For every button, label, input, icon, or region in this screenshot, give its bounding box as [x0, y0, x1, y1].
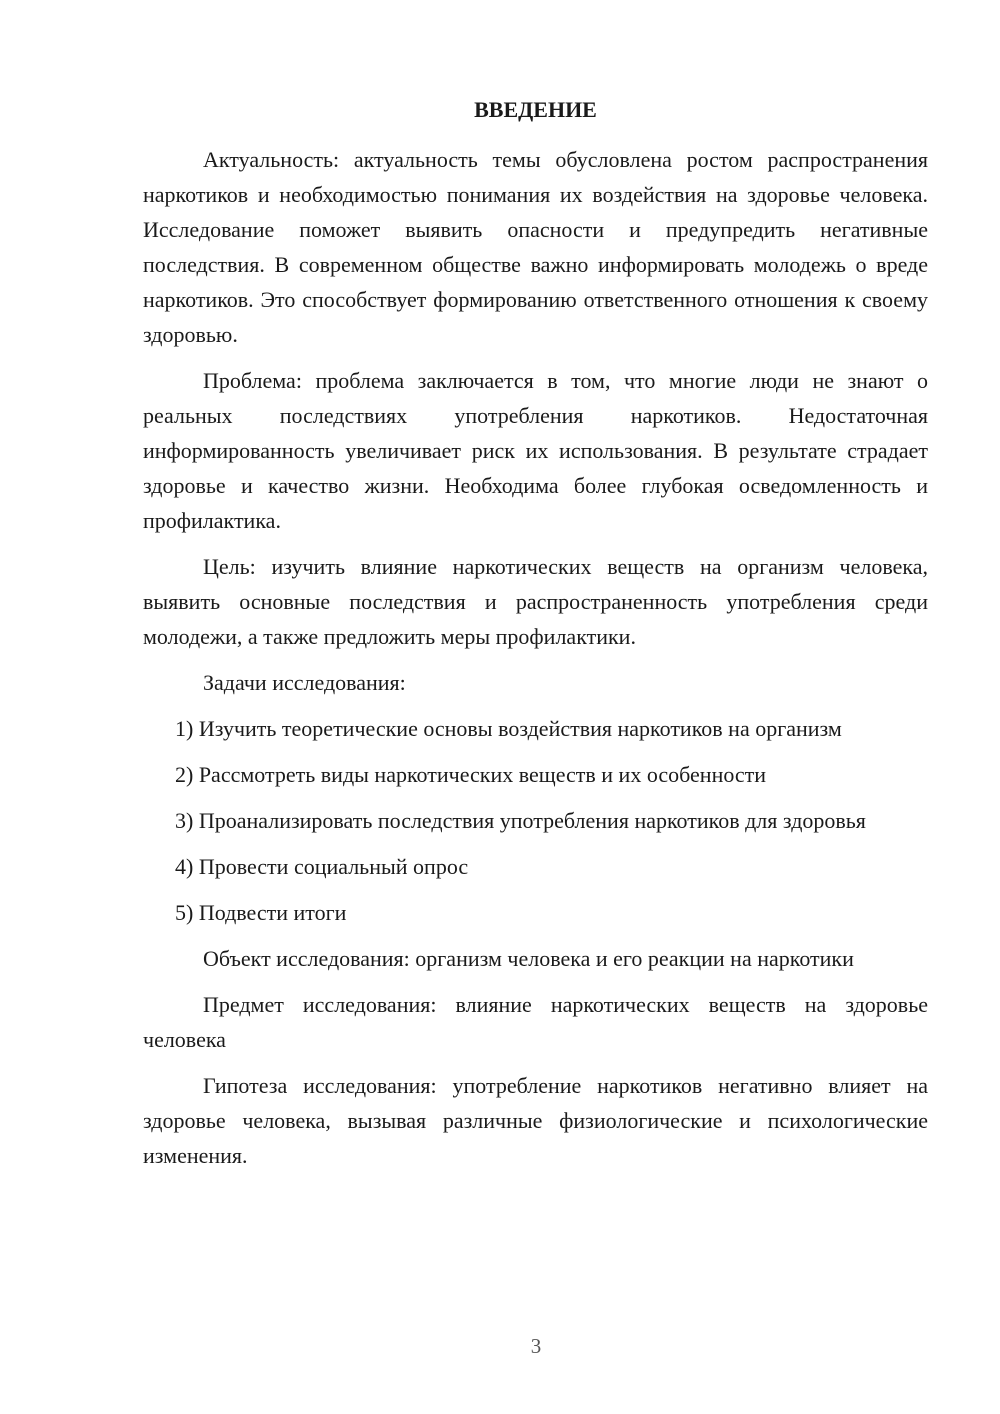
page-number: 3 [530, 1334, 542, 1358]
problem-paragraph: Проблема: проблема заключается в том, что многие люди не знают о реальных последствиях употребления наркотиков. Недостаточная информированность увеличивает риск их использования. В результате страдает здоровье и качество жизни. Необходима более глубокая осведомленность и профилактика. [143, 368, 928, 533]
document-body [143, 95, 928, 1184]
object-paragraph: Объект исследования: организм человека и его реакции на наркотики [203, 946, 854, 971]
hypothesis-paragraph: Гипотеза исследования: употребление наркотиков негативно влияет на здоровье человека, вызывая различные физиологические и психологические изменения. [143, 1073, 928, 1168]
tasks-title: Задачи исследования: [203, 670, 406, 695]
task-item-3: 3) Проанализировать последствия употребления наркотиков для здоровья [175, 808, 866, 833]
section-heading: ВВЕДЕНИЕ [474, 97, 597, 122]
relevance-paragraph: Актуальность: актуальность темы обусловлена ростом распространения наркотиков и необходимостью понимания их воздействия на здоровье человека. Исследование поможет выявить опасности и предупредить негативные последствия. В современном обществе важно информировать молодежь о вреде наркотиков. Это способствует формированию ответственного отношения к своему здоровью. [143, 147, 928, 347]
task-item-5: 5) Подвести итоги [175, 900, 347, 925]
task-item-2: 2) Рассмотреть виды наркотических веществ и их особенности [175, 762, 767, 787]
task-item-4: 4) Провести социальный опрос [175, 854, 469, 879]
goal-paragraph: Цель: изучить влияние наркотических веществ на организм человека, выявить основные последствия и распространенность употребления среди молодежи, а также предложить меры профилактики. [143, 554, 928, 649]
subject-paragraph: Предмет исследования: влияние наркотических веществ на здоровье человека [143, 992, 928, 1052]
task-item-1: 1) Изучить теоретические основы воздействия наркотиков на организм [175, 716, 842, 741]
